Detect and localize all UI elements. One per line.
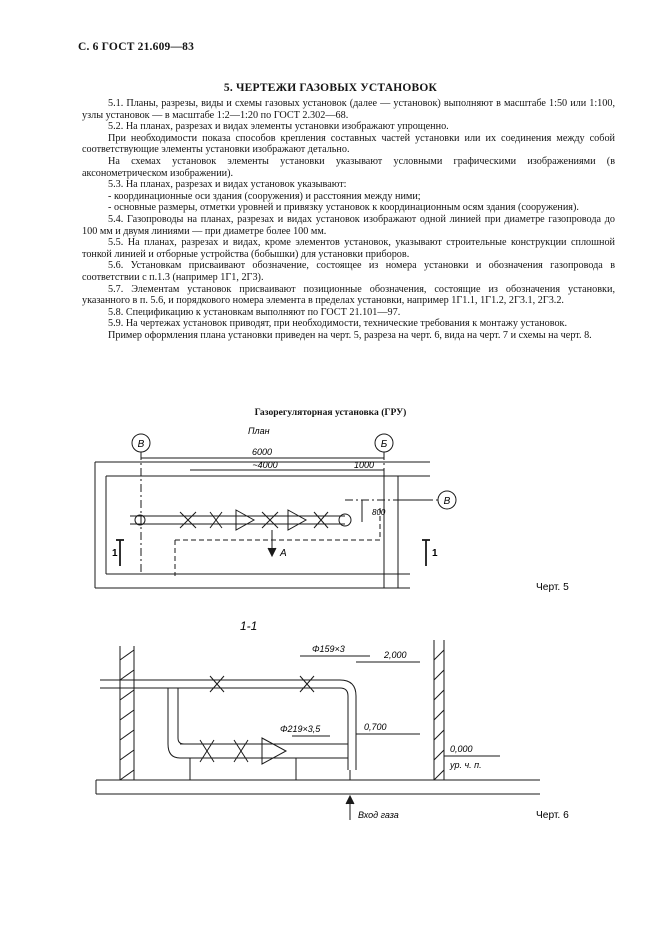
section-title: 5. ЧЕРТЕЖИ ГАЗОВЫХ УСТАНОВОК: [223, 82, 438, 94]
section-label-right: 1: [432, 548, 438, 559]
valve-symbol: [314, 512, 328, 528]
paragraph-5-1: 5.1. Планы, разрезы, виды и схемы газовых установок (далее — установок) выполняют в масштабе 1:50 или 1:100, узлы установок — в масштабе 1:2—1:20 по ГОСТ 2.302—68.: [82, 98, 615, 121]
paragraph-5-9: 5.9. На чертежах установок приводят, при необходимости, технические требования к монтажу установок.: [108, 318, 568, 330]
pipe-label-top: Φ159×3: [312, 644, 345, 654]
axis-label-left: В: [137, 439, 145, 450]
section-label-left: 1: [112, 548, 118, 559]
axis-label-right: Б: [380, 439, 388, 450]
floor-label: ур. ч. п.: [450, 760, 482, 770]
page-header: С. 6 ГОСТ 21.609—83: [78, 41, 195, 53]
level-label-top: 2,000: [384, 650, 407, 660]
dimension-text-1000: 1000: [353, 460, 375, 470]
level-label-mid: 0,700: [364, 722, 387, 732]
paragraph-5-4: 5.4. Газопроводы на планах, разрезах и видах установок изображают одной линией при диаметре газопровода до 100 мм и двумя линиями — при диаметре более 100 мм.: [82, 213, 615, 237]
valve-symbol: [180, 512, 196, 528]
paragraph-5-6: 5.6. Установкам присваивают обозначение, состоящее из номера установки и обозначения газопровода в соответствии с п.1.3 (например 1Г1, 2Г3).: [82, 260, 615, 283]
chert-6-label: Черт. 6: [536, 810, 569, 821]
filter-symbol: [236, 510, 254, 530]
valve-symbol: [210, 512, 222, 528]
axis-label-side: В: [443, 496, 451, 507]
regulator-symbol: [288, 510, 306, 530]
valve-symbol: [262, 512, 278, 528]
section-label: 1-1: [240, 619, 258, 633]
paragraph-example: Пример оформления плана установки приведен на черт. 5, разреза на черт. 6, вида на черт. 7 и схемы на черт. 8.: [108, 329, 592, 341]
dimension-text-800: 800: [372, 508, 386, 517]
plan-label: План: [248, 426, 270, 436]
list-item-dimensions: - основные размеры, отметки уровней и привязку установок к координационным осям здания (сооружения).: [108, 202, 579, 214]
level-label-floor: 0,000: [450, 744, 473, 754]
paragraph-5-7: 5.7. Элементам установок присваивают позиционные обозначения, состоящие из обозначения установки, указанного в п. 5.6, и порядкового номера элемента в пределах установки, например 1Г1.1, 1Г1.2, 2Г3.1, 2Г3.2.: [82, 283, 615, 307]
paragraph-5-5: 5.5. На планах, разрезах и видах, кроме элементов установок, указывают строительные конструкции сплошной тонкой линией и отборные устройства (бобышки) для установки приборов.: [82, 237, 615, 260]
paragraph-5-2: 5.2. На планах, разрезах и видах элементы установки изображают упрощенно.: [108, 121, 449, 133]
support-frame: [175, 508, 380, 576]
dimension-text-4000: ~4000: [252, 460, 278, 470]
pipe-label-bottom: Φ219×3,5: [280, 724, 321, 734]
paragraph-detail: При необходимости показа способов крепления составных частей установки или их соединения между собой соответствующие элементы установки изображают детально.: [82, 132, 615, 156]
list-item-axes: - координационные оси здания (сооружения) и расстояния между ними;: [108, 190, 421, 202]
view-arrow-head: [268, 548, 276, 556]
paragraph-5-8: 5.8. Спецификацию к установкам выполняют по ГОСТ 21.101—97.: [108, 306, 401, 318]
paragraph-5-3: 5.3. На планах, разрезах и видах установок указывают:: [108, 179, 347, 191]
gas-inlet-label: Вход газа: [358, 810, 399, 820]
chert-5-label: Черт. 5: [536, 582, 569, 593]
view-arrow-label: А: [280, 548, 287, 559]
figure-caption: Газорегуляторная установка (ГРУ): [254, 407, 407, 418]
paragraph-schemes: На схемах установок элементы установки указывают условными графическими изображениями (в аксонометрическом изображении).: [82, 155, 615, 179]
dimension-text-6000: 6000: [251, 447, 273, 457]
